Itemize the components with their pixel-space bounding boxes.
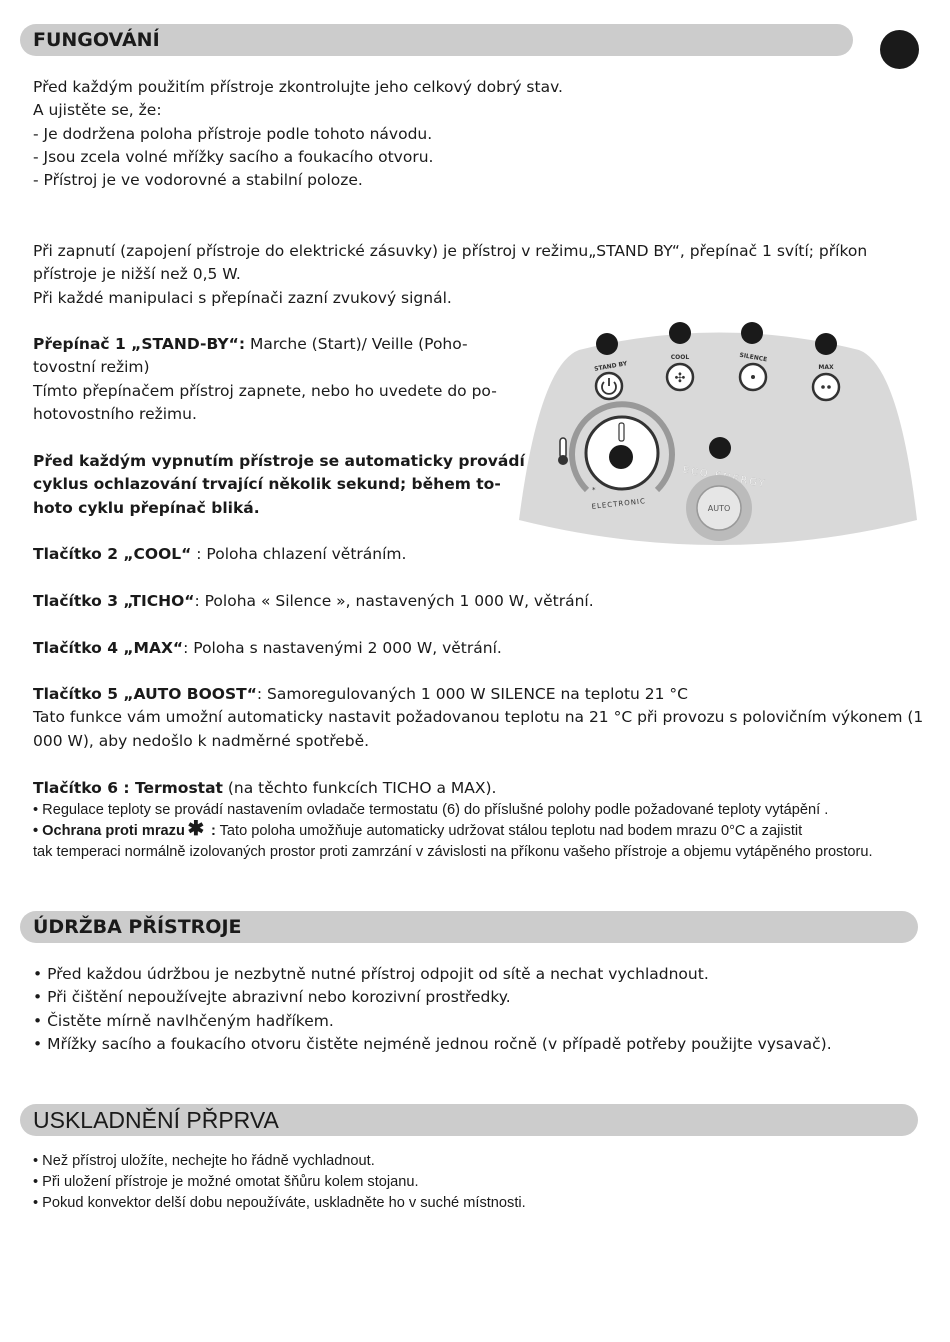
- button6-label: Tlačítko 6 : Termostat: [33, 779, 223, 797]
- marker-1: [596, 333, 618, 355]
- intro-line: - Přístroj je ve vodorovné a stabilní poloze.: [33, 171, 363, 190]
- section-header-udrzba: [20, 911, 918, 943]
- section-title: FUNGOVÁNÍ: [33, 29, 160, 51]
- frost-line: tak temperaci normálně izolovaných prostor proti zamrzání v závislosti na příkonu vašeho přístroje a objemu vytápěného prostoru.: [33, 844, 873, 860]
- paragraph-line: přístroje je nižší než 0,5 W.: [33, 265, 241, 284]
- button2-text: : Poloha chlazení větráním.: [191, 545, 407, 563]
- thermostat-bullet: • Regulace teploty se provádí nastavením ovladače termostatu (6) do příslušné polohy podle požadované teploty vytápění .: [33, 802, 829, 818]
- switch1-line: tovostní režim): [33, 358, 150, 377]
- warning-line: hoto cyklu přepínač bliká.: [33, 498, 260, 517]
- button5-label: Tlačítko 5 „AUTO BOOST“: [33, 685, 257, 703]
- intro-line: - Jsou zcela volné mřížky sacího a foukacího otvoru.: [33, 147, 434, 166]
- button6-text: (na těchto funkcích TICHO a MAX).: [222, 779, 497, 797]
- warning-line: Před každým vypnutím přístroje se automaticky provádí: [33, 452, 525, 470]
- electronic-label: ELECTRONIC: [591, 497, 647, 511]
- marker-2: [669, 322, 691, 344]
- intro-line: A ujistěte se, že:: [33, 101, 162, 120]
- frost-colon: :: [206, 823, 216, 839]
- control-panel-illustration: [519, 320, 917, 555]
- page-marker-dot: [880, 30, 919, 69]
- list-item: • Při čištění nepoužívejte abrazivní nebo korozivní prostředky.: [33, 988, 511, 1007]
- list-item: • Pokud konvektor delší dobu nepoužíváte, uskladněte ho v suché místnosti.: [33, 1195, 526, 1211]
- switch1-text: Marche (Start)/ Veille (Poho-: [245, 335, 468, 353]
- standby-paragraph: [33, 240, 867, 310]
- switch1-label: Přepínač 1 „STAND-BY“:: [33, 335, 246, 353]
- svg-text:✣: ✣: [674, 371, 686, 386]
- list-item: • Čistěte mírně navlhčeným hadříkem.: [33, 1011, 334, 1030]
- cool-label: COOL: [670, 354, 690, 361]
- auto-label: AUTO: [707, 504, 731, 513]
- button4-text: : Poloha s nastavenými 2 000 W, větrání.: [183, 639, 502, 657]
- shutdown-warning: [33, 450, 525, 520]
- list-item: • Při uložení přístroje je možné omotat šňůru kolem stojanu.: [33, 1174, 419, 1190]
- button6-details: [33, 800, 873, 863]
- warning-line: cyklus ochlazování trvající několik sekund; během to-: [33, 475, 501, 494]
- storage-list: [33, 1151, 526, 1214]
- paragraph-line: Při zapnutí (zapojení přístroje do elektrické zásuvky) je přístroj v režimu„STAND BY“, přepínač 1 svítí; příkon: [33, 242, 868, 260]
- button5-text: : Samoregulovaných 1 000 W SILENCE na teplotu 21 °C: [256, 685, 689, 703]
- paragraph-line: Při každé manipulaci s přepínači zazní zvukový signál.: [33, 288, 452, 307]
- section-title: ÚDRŽBA PŘÍSTROJE: [33, 916, 242, 938]
- snowflake-icon: ✱: [187, 818, 205, 840]
- list-item: • Před každou údržbou je nezbytně nutné přístroj odpojit od sítě a nechat vychladnout.: [33, 965, 709, 983]
- silence-label: SILENCE: [738, 351, 768, 364]
- button5-line: Tato funkce vám umožní automaticky nastavit požadovanou teplotu na 21 °C při provozu s polovičním výkonem (1: [33, 708, 924, 727]
- section-header-uskladneni: [20, 1104, 918, 1136]
- max-label: MAX: [818, 364, 834, 371]
- marker-4: [815, 333, 837, 355]
- section-header-fungovani: [20, 24, 853, 56]
- button3-label: Tlačítko 3 „TICHO“: [33, 592, 195, 610]
- button5-line: 000 W), aby nedošlo k nadměrné spotřebě.: [33, 731, 370, 750]
- snowflake-mark-icon: *: [592, 486, 596, 494]
- frost-label: • Ochrana proti mrazu: [33, 823, 185, 839]
- marker-5: [709, 437, 731, 459]
- section-title: USKLADNĚNÍ PŘPRVA: [33, 1107, 279, 1133]
- list-item: • Než přístroj uložíte, nechejte ho řádně vychladnout.: [33, 1153, 375, 1169]
- switch1-line: Tímto přepínačem přístroj zapnete, nebo ho uvedete do po-: [33, 381, 497, 400]
- marker-6: [609, 445, 633, 469]
- button2-line: [33, 543, 406, 566]
- intro-block: [33, 76, 563, 192]
- button4-line: [33, 637, 502, 660]
- eco-energy-label: ECO ENERGY: [681, 464, 768, 491]
- list-item: • Mřížky sacího a foukacího otvoru čistěte nejméně jednou ročně (v případě potřeby použijte vysavač).: [33, 1034, 832, 1053]
- control-panel-svg: [519, 320, 917, 555]
- button3-text: : Poloha « Silence », nastavených 1 000 W, větrání.: [194, 592, 594, 610]
- button2-label: Tlačítko 2 „COOL“: [33, 545, 192, 563]
- max-button-icon: [813, 374, 839, 400]
- frost-text: Tato poloha umožňuje automaticky udržovat stálou teplotu nad bodem mrazu 0°C a zajistit: [215, 823, 803, 839]
- button6-block: [33, 777, 496, 800]
- intro-line: Před každým použitím přístroje zkontrolujte jeho celkový dobrý stav.: [33, 78, 563, 96]
- button3-line: [33, 590, 594, 613]
- switch1-block: [33, 333, 497, 426]
- switch1-line: hotovostního režimu.: [33, 404, 197, 423]
- maintenance-list: [33, 963, 832, 1056]
- button5-block: [33, 683, 923, 753]
- intro-line: - Je dodržena poloha přístroje podle tohoto návodu.: [33, 124, 433, 143]
- standby-label: STAND BY: [593, 360, 628, 373]
- marker-3: [741, 322, 763, 344]
- button4-label: Tlačítko 4 „MAX“: [33, 639, 184, 657]
